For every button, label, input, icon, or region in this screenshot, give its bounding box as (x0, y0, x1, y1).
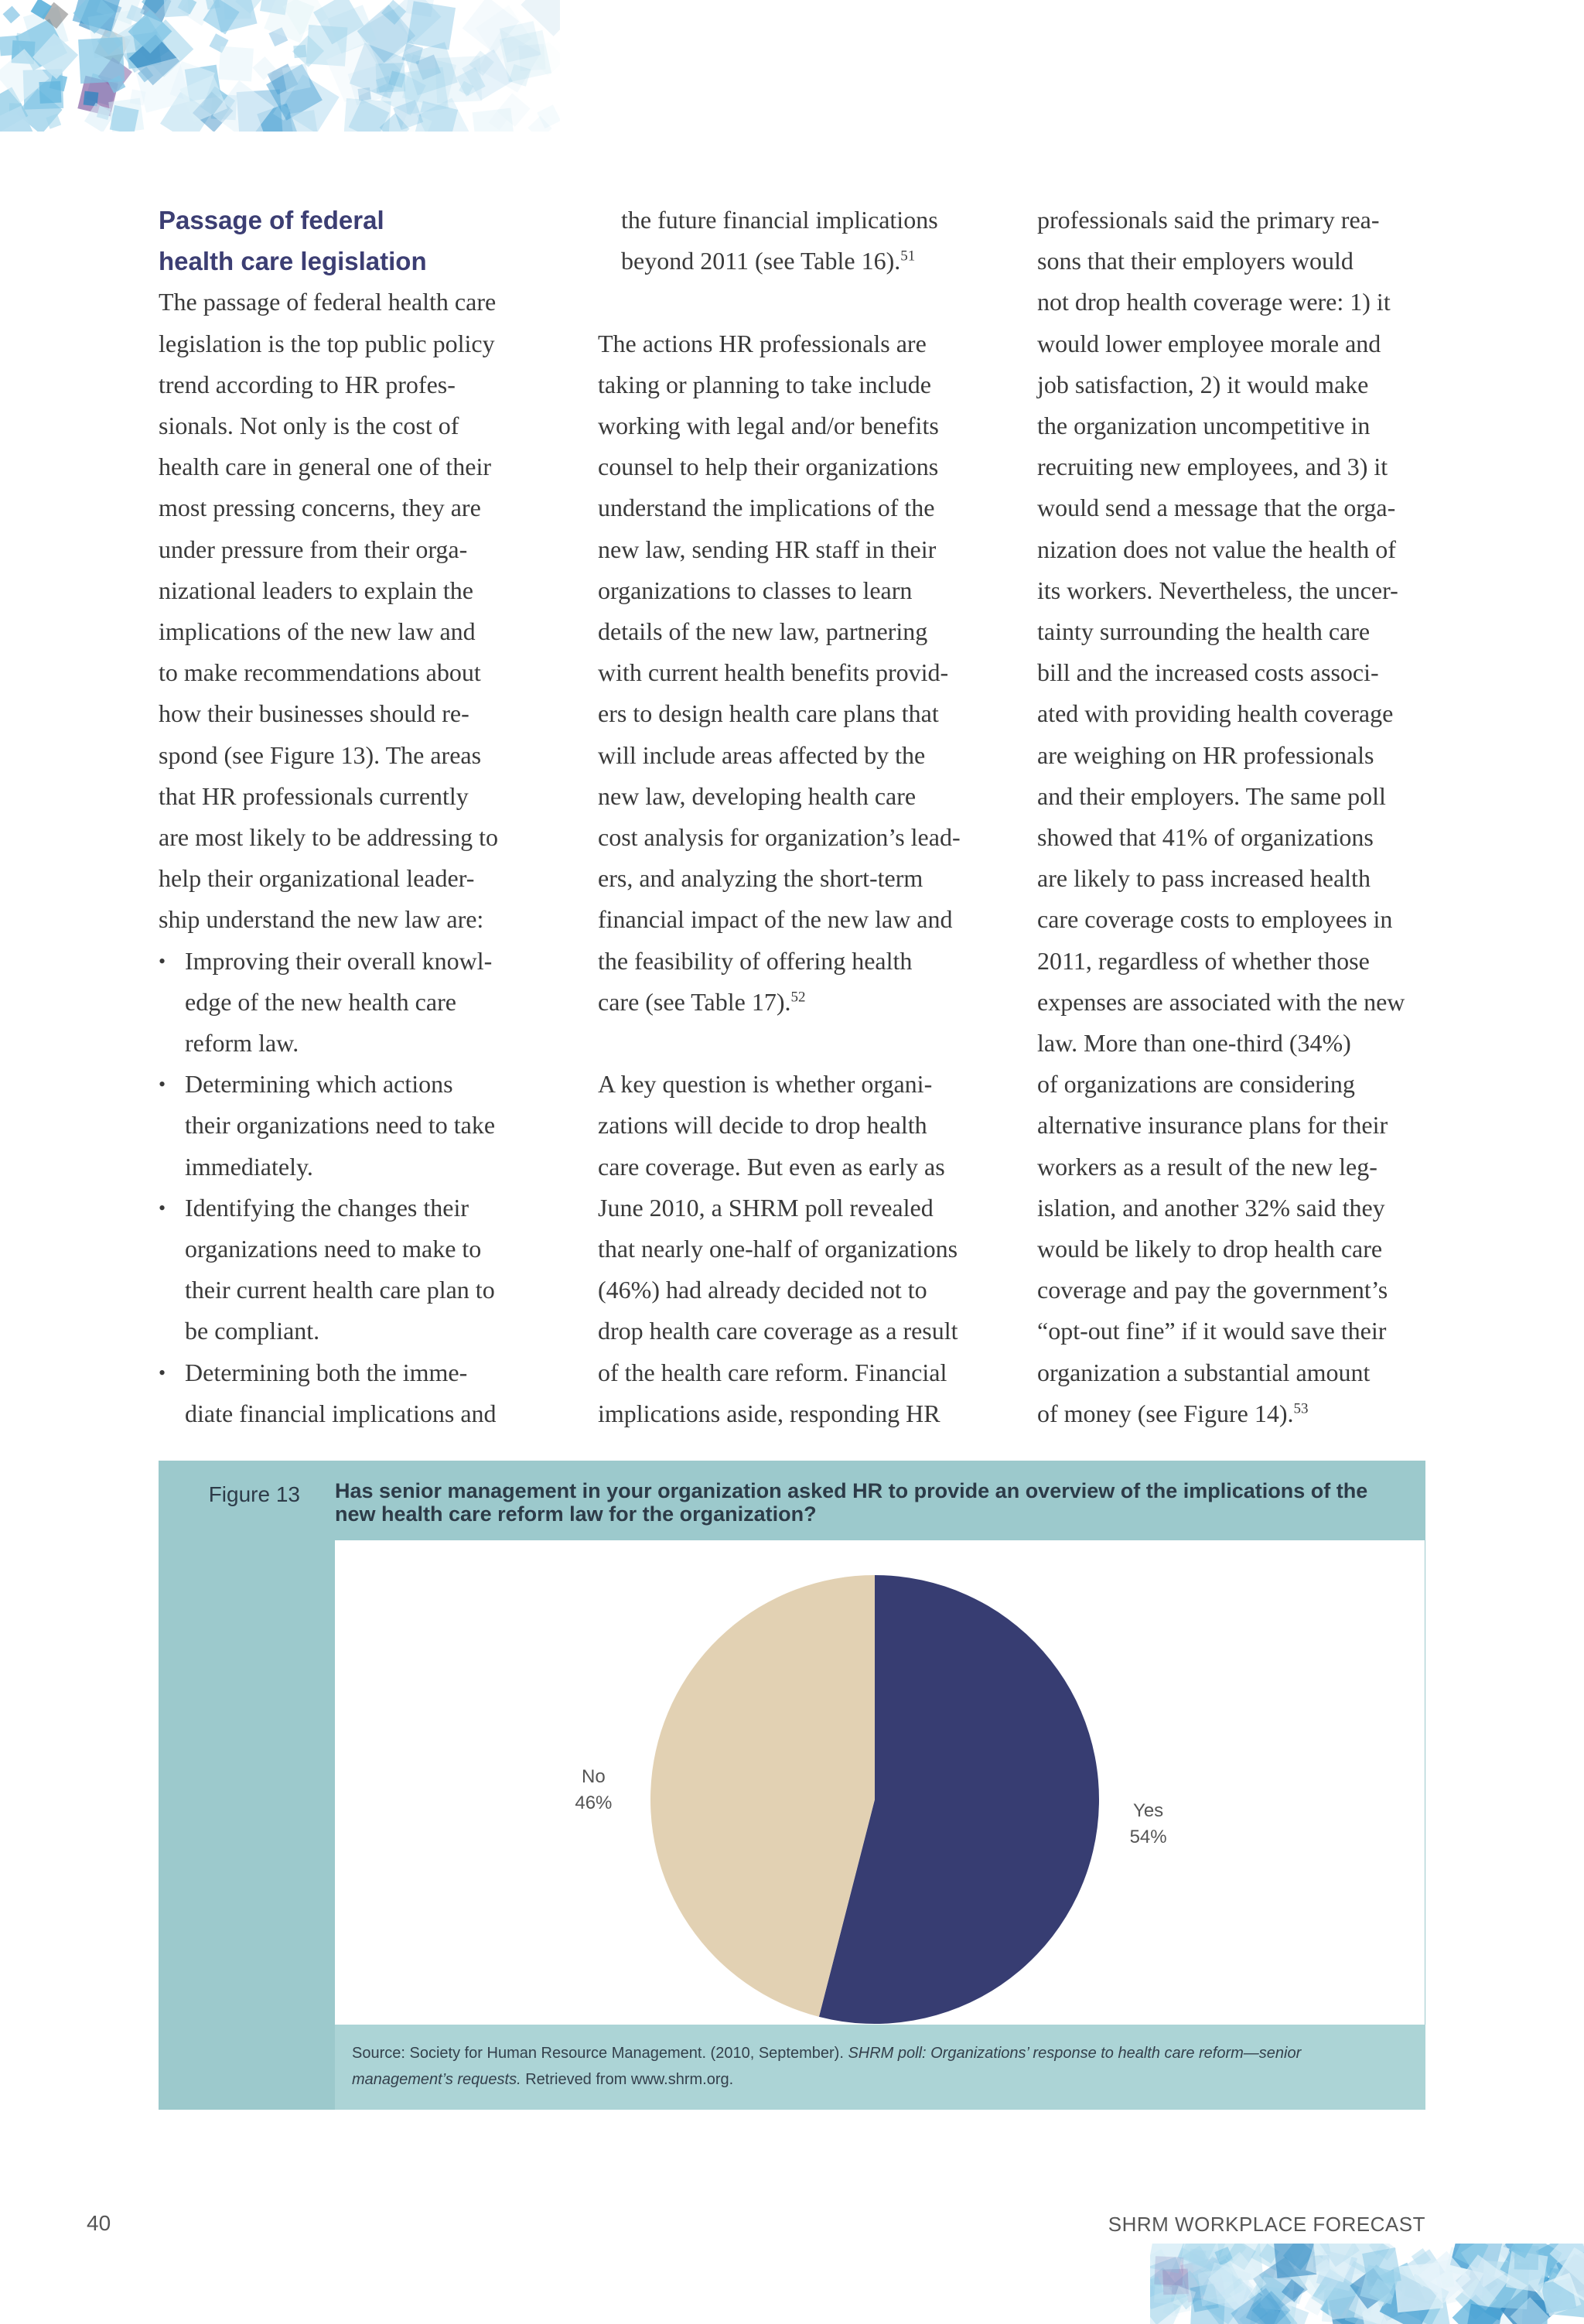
text-line: ated with providing health coverage (1037, 699, 1394, 728)
pie-label-yes: Yes (1133, 1799, 1164, 1821)
text-line: job satisfaction, 2) it would make (1037, 370, 1369, 398)
text-line: tainty surrounding the health care (1037, 617, 1371, 646)
text-line: would lower employee morale and (1037, 329, 1381, 357)
text-line: reform law. (185, 1029, 299, 1058)
bullet-item (159, 941, 576, 1065)
text-line: • Improving their overall knowl- (185, 946, 493, 975)
col3-paragraph (1037, 200, 1432, 1434)
text-line: • Identifying the changes their (185, 1193, 469, 1222)
text-line: are most likely to be addressing to (159, 823, 499, 852)
text-line: showed that 41% of organizations (1037, 823, 1374, 852)
text-line-text: beyond 2011 (see Table 16). (621, 247, 901, 275)
footnote-ref: 53 (1293, 1400, 1309, 1417)
text-line: recruiting new employees, and 3) it (1037, 453, 1388, 481)
column-3 (1037, 200, 1432, 1434)
bullet-item (159, 1064, 576, 1188)
text-line: legislation is the top public policy (159, 329, 495, 357)
col1-paragraph (159, 282, 576, 940)
text-line (1037, 1393, 1432, 1434)
column-2 (598, 200, 1016, 1434)
text-line: care coverage costs to employees in (1037, 905, 1393, 934)
text-line: help their organizational leader- (159, 864, 475, 893)
text-line: trend according to HR profes- (159, 370, 456, 398)
text-line: • Determining which actions (185, 1070, 453, 1099)
text-line: expenses are associated with the new (1037, 987, 1405, 1016)
col2-lead-paragraph (621, 200, 1016, 282)
text-line: (46%) had already decided not to (598, 1276, 927, 1304)
text-line: organizations to classes to learn (598, 576, 913, 604)
text-line: will include areas affected by the (598, 740, 926, 769)
pie-label-no: No (582, 1766, 606, 1788)
text-line: spond (see Figure 13). The areas (159, 740, 482, 769)
text-line: their current health care plan to (185, 1276, 495, 1304)
text-line (621, 241, 1016, 282)
figure-source-band (335, 2025, 1425, 2110)
text-line (598, 982, 1016, 1023)
text-line: alternative insurance plans for their (1037, 1111, 1388, 1140)
text-line: The passage of federal health care (159, 288, 497, 316)
text-line: drop health care coverage as a result (598, 1317, 958, 1345)
text-line-text: of money (see Figure 14). (1037, 1399, 1294, 1427)
text-line: 2011, regardless of whether those (1037, 946, 1370, 975)
text-line: implications aside, responding HR (598, 1399, 940, 1427)
text-line: that nearly one-half of organizations (598, 1235, 958, 1263)
chart-area (335, 1540, 1425, 2025)
text-line: new law, developing health care (598, 781, 917, 810)
text-line: under pressure from their orga- (159, 535, 468, 563)
pie-value-no: 46% (575, 1793, 613, 1814)
text-line: the feasibility of offering health (598, 946, 913, 975)
text-line: nization does not value the health of (1037, 535, 1396, 563)
running-head: SHRM WORKPLACE FORECAST (1108, 2213, 1425, 2236)
text-line: sons that their employers would (1037, 247, 1354, 275)
text-line: care coverage. But even as early as (598, 1152, 945, 1181)
footnote-ref: 51 (900, 248, 916, 265)
col2-paragraph-3 (598, 1064, 1016, 1434)
text-line: coverage and pay the government’s (1037, 1276, 1388, 1304)
page-number: 40 (87, 2211, 111, 2235)
text-line: health care in general one of their (159, 453, 491, 481)
figure-title: Has senior management in your organization asked HR to provide an overview of the implications of the new health care reform law for the organization? (335, 1479, 1368, 1526)
text-line: would be likely to drop health care (1037, 1235, 1383, 1263)
text-line: and their employers. The same poll (1037, 781, 1386, 810)
text-line: most pressing concerns, they are (159, 494, 481, 522)
text-line: of the health care reform. Financial (598, 1358, 947, 1386)
text-line: cost analysis for organization’s lead- (598, 823, 961, 852)
text-line: ers, and analyzing the short-term (598, 864, 923, 893)
text-line: organization a substantial amount (1037, 1358, 1371, 1386)
text-line: are likely to pass increased health (1037, 864, 1371, 893)
column-1 (159, 200, 576, 1434)
text-line: the organization uncompetitive in (1037, 412, 1371, 440)
text-line: immediately. (185, 1152, 313, 1181)
text-line: The actions HR professionals are (598, 329, 927, 357)
section-heading (159, 200, 576, 282)
text-line: to make recommendations about (159, 658, 481, 687)
paragraph-gap (598, 1023, 1016, 1064)
text-line: “opt-out fine” if it would save their (1037, 1317, 1387, 1345)
text-line: their organizations need to take (185, 1111, 496, 1140)
footnote-ref: 52 (790, 989, 806, 1006)
text-line: workers as a result of the new leg- (1037, 1152, 1377, 1181)
text-line: financial impact of the new law and (598, 905, 953, 934)
text-line: of organizations are considering (1037, 1070, 1355, 1099)
text-line: diate financial implications and (185, 1399, 497, 1427)
text-line: are weighing on HR professionals (1037, 740, 1374, 769)
col2-paragraph-2 (598, 323, 1016, 1023)
text-line: be compliant. (185, 1317, 320, 1345)
text-line: organizations need to make to (185, 1235, 482, 1263)
bullet-item (159, 1352, 576, 1434)
pie-value-yes: 54% (1129, 1826, 1167, 1847)
header-decoration (0, 0, 560, 132)
footer-decoration (1150, 2244, 1584, 2324)
text-line: would send a message that the orga- (1037, 494, 1396, 522)
section-heading-line-2: health care legislation (159, 247, 427, 276)
text-line: details of the new law, partnering (598, 617, 928, 646)
text-line: with current health benefits provid- (598, 658, 949, 687)
text-line: law. More than one-third (34%) (1037, 1029, 1351, 1058)
text-line: that HR professionals currently (159, 781, 469, 810)
figure-label: Figure 13 (208, 1482, 300, 1506)
text-line: professionals said the primary rea- (1037, 206, 1380, 234)
bullet-item (159, 1188, 576, 1352)
text-line: the future financial implications (621, 206, 938, 234)
text-line: understand the implications of the (598, 494, 935, 522)
text-line: June 2010, a SHRM poll revealed (598, 1193, 934, 1222)
source-title: SHRM poll: Organizations’ response to health care reform—senior management’s requests. (352, 2045, 1302, 2088)
text-line: taking or planning to take include (598, 370, 931, 398)
pie-chart (335, 1540, 1425, 2025)
text-line: sionals. Not only is the cost of (159, 412, 459, 440)
text-line: working with legal and/or benefits (598, 412, 939, 439)
text-line: its workers. Nevertheless, the uncer- (1037, 576, 1398, 604)
text-line: ers to design health care plans that (598, 699, 939, 728)
text-line: new law, sending HR staff in their (598, 535, 937, 563)
source-tail: Retrieved from www.shrm.org. (521, 2071, 734, 2088)
text-line: ship understand the new law are: (159, 905, 484, 934)
paragraph-gap (598, 282, 1016, 323)
text-line: counsel to help their organizations (598, 453, 939, 481)
text-line: implications of the new law and (159, 617, 476, 646)
text-line-text: care (see Table 17). (598, 987, 791, 1016)
text-line: edge of the new health care (185, 987, 456, 1016)
figure-13 (159, 1461, 1425, 2110)
text-line: islation, and another 32% said they (1037, 1193, 1385, 1222)
text-line: A key question is whether organi- (598, 1070, 933, 1099)
figure-source (352, 2040, 1388, 2093)
text-line: how their businesses should re- (159, 699, 469, 728)
text-line: bill and the increased costs associ- (1037, 658, 1379, 687)
source-lead: Source: Society for Human Resource Management. (2010, September). (352, 2045, 848, 2062)
text-line: not drop health coverage were: 1) it (1037, 288, 1391, 316)
text-line: • Determining both the imme- (185, 1358, 468, 1386)
text-line: nizational leaders to explain the (159, 576, 473, 604)
text-line: zations will decide to drop health (598, 1111, 927, 1140)
bullet-list (159, 941, 576, 1434)
section-heading-line-1: Passage of federal (159, 206, 384, 234)
